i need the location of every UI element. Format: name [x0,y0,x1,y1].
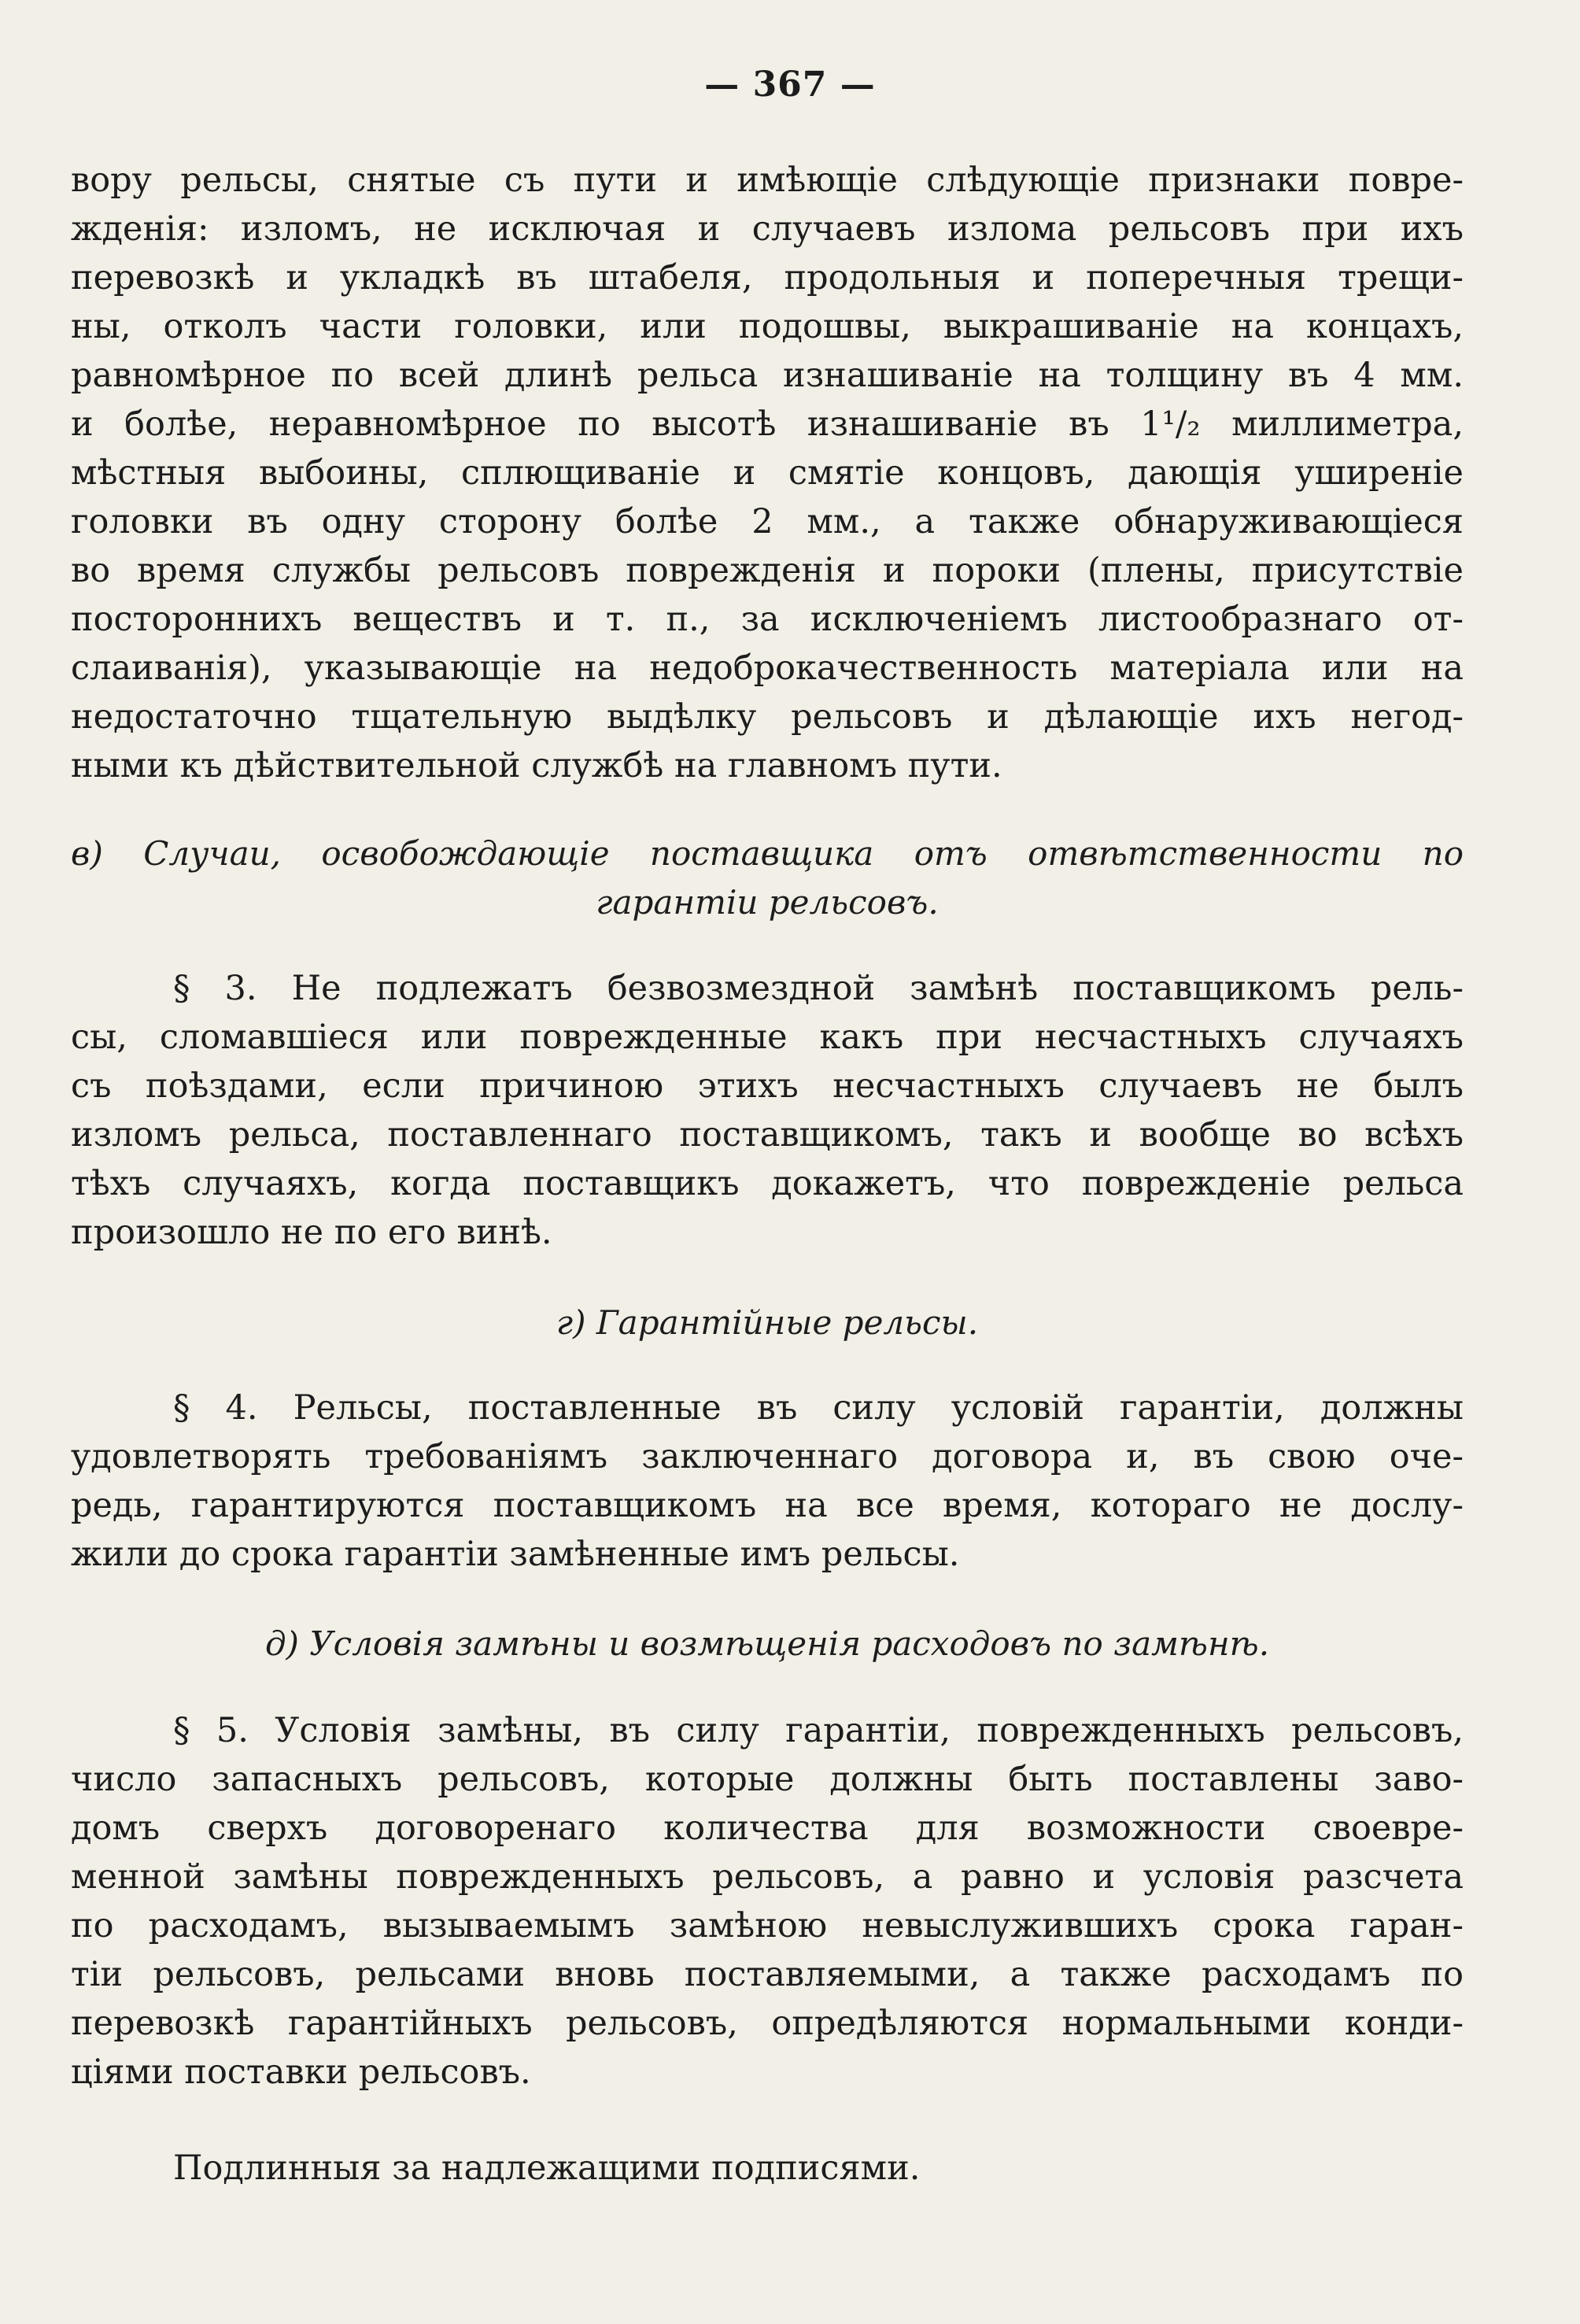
heading-line: в) Случаи, освобождающіе поставщика отъ отвѣтственности по [71,834,1464,873]
paragraph-3 [71,964,1464,1257]
text-line: равномѣрное по всей длинѣ рельса изнашиваніе на толщину въ 4 мм. [71,356,1464,395]
paragraph-5 [71,1706,1464,2097]
text-line: сы, сломавшіеся или поврежденные какъ при несчастныхъ случаяхъ [71,1018,1464,1057]
text-line: домъ сверхъ договоренаго количества для возможности своевре- [71,1809,1464,1848]
text-line: удовлетворять требованіямъ заключеннаго договора и, въ свою оче- [71,1437,1464,1476]
section-heading-g [71,1299,1464,1347]
heading-line: гарантіи рельсовъ. [596,883,939,922]
heading-line: г) Гарантійные рельсы. [556,1303,979,1342]
text-line: по расходамъ, вызываемымъ замѣною невыслужившихъ срока гаран- [71,1906,1464,1945]
text-line: головки въ одну сторону болѣе 2 мм., а также обнаруживающіеся [71,502,1464,541]
paragraph-4 [71,1384,1464,1579]
text-line: недостаточно тщательную выдѣлку рельсовъ и дѣлающіе ихъ негод- [71,697,1464,737]
text-line: тѣхъ случаяхъ, когда поставщикъ докажетъ, что поврежденіе рельса [71,1164,1464,1203]
text-line: мѣстныя выбоины, сплющиваніе и смятіе концовъ, дающія уширеніе [71,453,1464,493]
section-heading-d [71,1620,1464,1668]
text-line: тіи рельсовъ, рельсами вновь поставляемыми, а также расходамъ по [71,1955,1464,1994]
text-line: число запасныхъ рельсовъ, которые должны быть поставлены заво- [71,1760,1464,1799]
text-line: менной замѣны поврежденныхъ рельсовъ, а равно и условія разсчета [71,1857,1464,1897]
text-line: ными къ дѣйствительной службѣ на главномъ пути. [71,746,1002,785]
heading-line: д) Условія замѣны и возмѣщенія расходовъ по замѣнѣ. [264,1624,1270,1663]
page-number: — 367 — [704,65,876,105]
text-line: произошло не по его винѣ. [71,1213,552,1252]
text-line: перевозкѣ гарантійныхъ рельсовъ, опредѣляются нормальными конди- [71,2004,1464,2043]
text-line: ны, отколъ части головки, или подошвы, выкрашиваніе на концахъ, [71,307,1464,346]
text-line: слаиванія), указывающіе на недоброкачественность матеріала или на [71,648,1464,688]
text-line: изломъ рельса, поставленнаго поставщикомъ, такъ и вообще во всѣхъ [71,1115,1464,1155]
text-line: постороннихъ веществъ и т. п., за исключеніемъ листообразнаго от- [71,600,1464,639]
closing-note [71,2144,1464,2193]
paragraph-1 [71,156,1464,790]
text-line: во время службы рельсовъ поврежденія и пороки (плены, присутствіе [71,551,1464,590]
text-line: съ поѣздами, если причиною этихъ несчастныхъ случаевъ не былъ [71,1066,1464,1106]
text-line: жденія: изломъ, не исключая и случаевъ излома рельсовъ при ихъ [71,209,1464,249]
text-line: § 3. Не подлежатъ безвозмездной замѣнѣ поставщикомъ рель- [173,969,1464,1008]
text-line: вору рельсы, снятые съ пути и имѣющіе слѣдующіе признаки повре- [71,161,1464,200]
text-line: ціями поставки рельсовъ. [71,2052,531,2092]
closing-line: Подлинныя за надлежащими подписями. [173,2148,921,2188]
text-line: редь, гарантируются поставщикомъ на все время, котораго не дослу- [71,1486,1464,1525]
text-line: § 5. Условія замѣны, въ силу гарантіи, поврежденныхъ рельсовъ, [173,1711,1464,1750]
text-line: перевозкѣ и укладкѣ въ штабеля, продольныя и поперечныя трещи- [71,258,1464,297]
text-line: и болѣе, неравномѣрное по высотѣ изнашиваніе въ 1¹/₂ миллиметра, [71,405,1464,444]
section-heading-v [71,829,1464,927]
text-line: § 4. Рельсы, поставленные въ силу условій гарантіи, должны [173,1388,1464,1428]
text-line: жили до срока гарантіи замѣненные имъ рельсы. [71,1535,960,1574]
